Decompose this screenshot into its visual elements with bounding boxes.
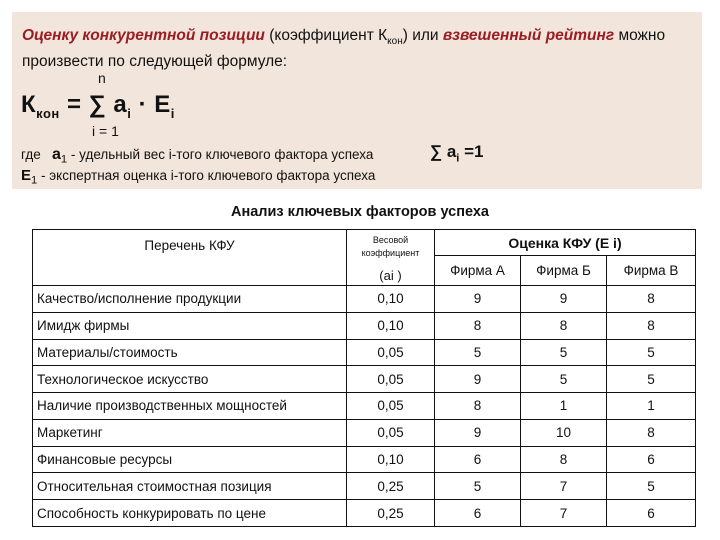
header-firm-a: Фирма А xyxy=(435,256,521,286)
intro-emphasis-weighted-rating: взвешенный рейтинг xyxy=(442,27,615,44)
row-weight: 0,05 xyxy=(347,393,435,420)
row-score-firm-a: 6 xyxy=(435,446,521,473)
intro-text-part: ) или xyxy=(402,27,443,44)
row-factor-name: Качество/исполнение продукции xyxy=(33,286,347,313)
formula-main xyxy=(21,91,175,121)
row-weight: 0,05 xyxy=(347,339,435,366)
row-factor-name: Способность конкурировать по цене xyxy=(33,500,347,527)
row-score-firm-c: 8 xyxy=(607,419,696,446)
legend-expert-score xyxy=(21,167,375,187)
row-score-firm-c: 5 xyxy=(607,473,696,500)
row-score-firm-b: 8 xyxy=(521,312,607,339)
table-row xyxy=(33,500,696,527)
row-factor-name: Материалы/стоимость xyxy=(33,339,347,366)
row-score-firm-a: 9 xyxy=(435,419,521,446)
row-score-firm-c: 5 xyxy=(607,366,696,393)
row-score-firm-b: 9 xyxy=(521,286,607,313)
table-row xyxy=(33,366,696,393)
row-score-firm-a: 9 xyxy=(435,366,521,393)
legend-e-symbol: Е xyxy=(21,167,32,184)
row-score-firm-a: 6 xyxy=(435,500,521,527)
intro-emphasis-competitive-position: Оценку конкурентной позиции xyxy=(22,27,265,44)
row-score-firm-a: 5 xyxy=(435,473,521,500)
header-kfu-list: Перечень КФУ xyxy=(33,230,347,286)
table-row xyxy=(33,393,696,420)
row-score-firm-c: 6 xyxy=(607,446,696,473)
intro-text-part: можно произвести по следующей формуле: xyxy=(22,27,666,71)
row-factor-name: Имидж фирмы xyxy=(33,312,347,339)
row-factor-name: Финансовые ресурсы xyxy=(33,446,347,473)
row-weight: 0,10 xyxy=(347,446,435,473)
table-title: Анализ ключевых факторов успеха xyxy=(231,204,489,220)
table-row xyxy=(33,339,696,366)
formula-panel xyxy=(12,12,702,189)
formula-kon-subscript: кон xyxy=(36,105,60,121)
table-row xyxy=(33,473,696,500)
legend-a-subscript: 1 xyxy=(60,153,68,166)
legend-e-subscript: 1 xyxy=(31,174,38,187)
row-score-firm-c: 8 xyxy=(607,312,696,339)
table-row xyxy=(33,312,696,339)
row-score-firm-c: 1 xyxy=(607,393,696,420)
row-score-firm-b: 7 xyxy=(521,500,607,527)
table-row xyxy=(33,419,696,446)
table-row xyxy=(33,446,696,473)
sum-condition-subscript: i xyxy=(456,152,460,165)
legend-weight xyxy=(21,146,373,166)
row-score-firm-b: 5 xyxy=(521,339,607,366)
header-weight-label: Весовой коэффициент xyxy=(361,235,420,258)
row-score-firm-a: 8 xyxy=(435,393,521,420)
header-firm-c: Фирма В xyxy=(607,256,696,286)
table-row xyxy=(33,286,696,313)
row-weight: 0,05 xyxy=(347,366,435,393)
sum-lower-limit: i = 1 xyxy=(92,123,119,139)
row-score-firm-b: 7 xyxy=(521,473,607,500)
row-factor-name: Технологическое искусство xyxy=(33,366,347,393)
legend-where: где xyxy=(21,147,41,162)
header-weight xyxy=(347,230,435,286)
legend-a-text: - удельный вес i-того ключевого фактора успеха xyxy=(67,147,374,162)
row-factor-name: Наличие производственных мощностей xyxy=(33,393,347,420)
row-score-firm-a: 9 xyxy=(435,286,521,313)
row-score-firm-b: 10 xyxy=(521,419,607,446)
header-kfu-score: Оценка КФУ (Е i) xyxy=(435,230,696,256)
legend-e-text: - экспертная оценка i-того ключевого фактора успеха xyxy=(37,168,376,183)
header-weight-symbol: (аi ) xyxy=(379,268,402,283)
sum-condition xyxy=(430,142,483,164)
header-firm-b: Фирма Б xyxy=(521,256,607,286)
intro-text-part: (коэффициент К xyxy=(269,27,388,44)
formula-k: К xyxy=(21,91,37,118)
row-weight: 0,25 xyxy=(347,473,435,500)
row-factor-name: Маркетинг xyxy=(33,419,347,446)
formula-i-subscript: i xyxy=(170,105,175,121)
formula-dot-e: · Е xyxy=(131,91,171,118)
formula-sum-a: = ∑ a xyxy=(59,91,128,118)
row-score-firm-a: 8 xyxy=(435,312,521,339)
row-score-firm-c: 5 xyxy=(607,339,696,366)
row-score-firm-c: 8 xyxy=(607,286,696,313)
intro-text xyxy=(22,26,702,72)
row-score-firm-b: 5 xyxy=(521,366,607,393)
sum-condition-value: =1 xyxy=(459,142,484,161)
row-score-firm-a: 5 xyxy=(435,339,521,366)
sum-upper-limit: n xyxy=(98,70,106,86)
row-score-firm-c: 6 xyxy=(607,500,696,527)
row-weight: 0,10 xyxy=(347,312,435,339)
row-weight: 0,10 xyxy=(347,286,435,313)
row-score-firm-b: 1 xyxy=(521,393,607,420)
legend-a-symbol: а xyxy=(51,146,61,163)
intro-kon-subscript: кон xyxy=(387,36,403,48)
row-score-firm-b: 8 xyxy=(521,446,607,473)
row-weight: 0,05 xyxy=(347,419,435,446)
row-weight: 0,25 xyxy=(347,500,435,527)
formula-i-subscript: i xyxy=(127,105,132,121)
kfu-table xyxy=(32,229,696,527)
sum-condition-symbol: ∑ а xyxy=(430,142,457,161)
row-factor-name: Относительная стоимостная позиция xyxy=(33,473,347,500)
